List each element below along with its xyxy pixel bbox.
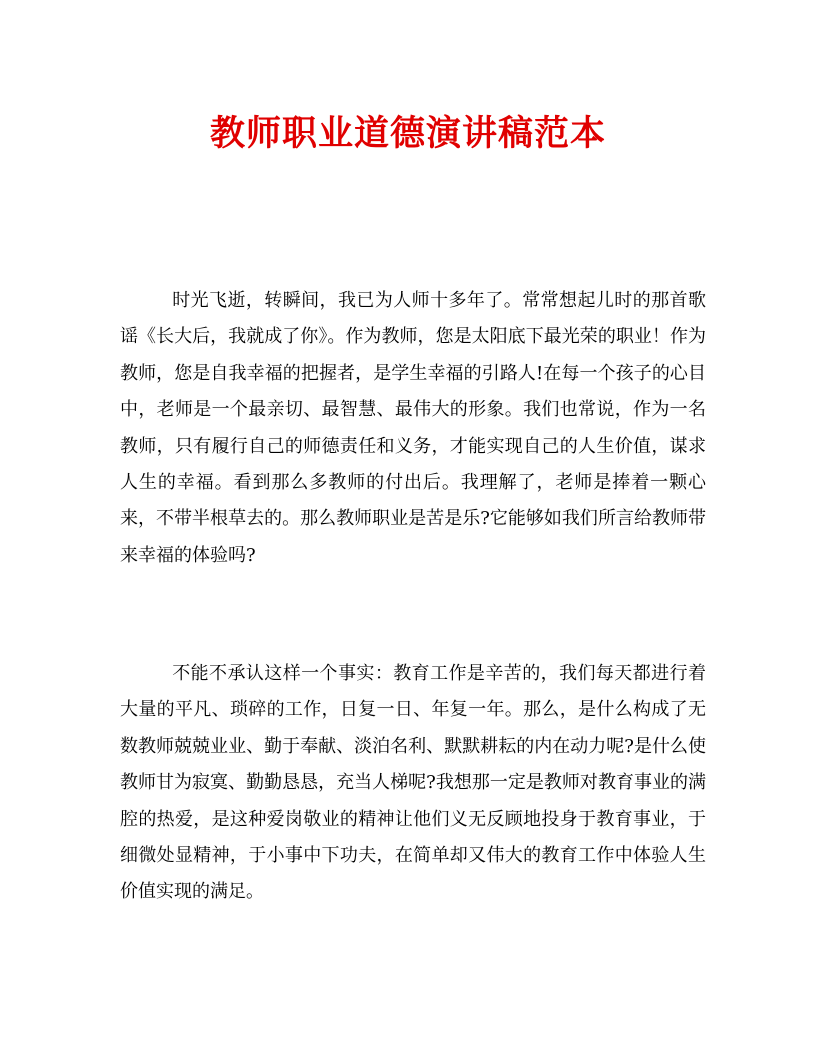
document-title: 教师职业道德演讲稿范本 — [209, 113, 606, 154]
paragraph-2: 不能不承认这样一个事实：教育工作是辛苦的，我们每天都进行着大量的平凡、琐碎的工作，日复一日、年复一年。那么，是什么构成了无数教师兢兢业业、勤于奉献、淡泊名利、默默耕耘的内在动力呢?是什么使教师甘为寂寞、勤勤恳恳，充当人梯呢?我想那一定是教师对教育事业的满腔的热爱，是这种爱岗敬业的精神让他们义无反顾地投身于教育事业，于细微处显精神，于小事中下功夫，在简单却又伟大的教育工作中体验人生价值实现的满足。 — [120, 663, 706, 903]
paragraph-1: 时光飞逝，转瞬间，我已为人师十多年了。常常想起儿时的那首歌谣《长大后，我就成了你》。作为教师，您是太阳底下最光荣的职业！作为教师，您是自我幸福的把握者，是学生幸福的引路人!在每一个孩子的心目中，老师是一个最亲切、最智慧、最伟大的形象。我们也常说，作为一名教师，只有履行自己的师德责任和义务，才能实现自己的人生价值，谋求人生的幸福。看到那么多教师的付出后。我理解了，老师是捧着一颗心来，不带半根草去的。那么教师职业是苦是乐?它能够如我们所言给教师带来幸福的体验吗? — [120, 290, 706, 566]
